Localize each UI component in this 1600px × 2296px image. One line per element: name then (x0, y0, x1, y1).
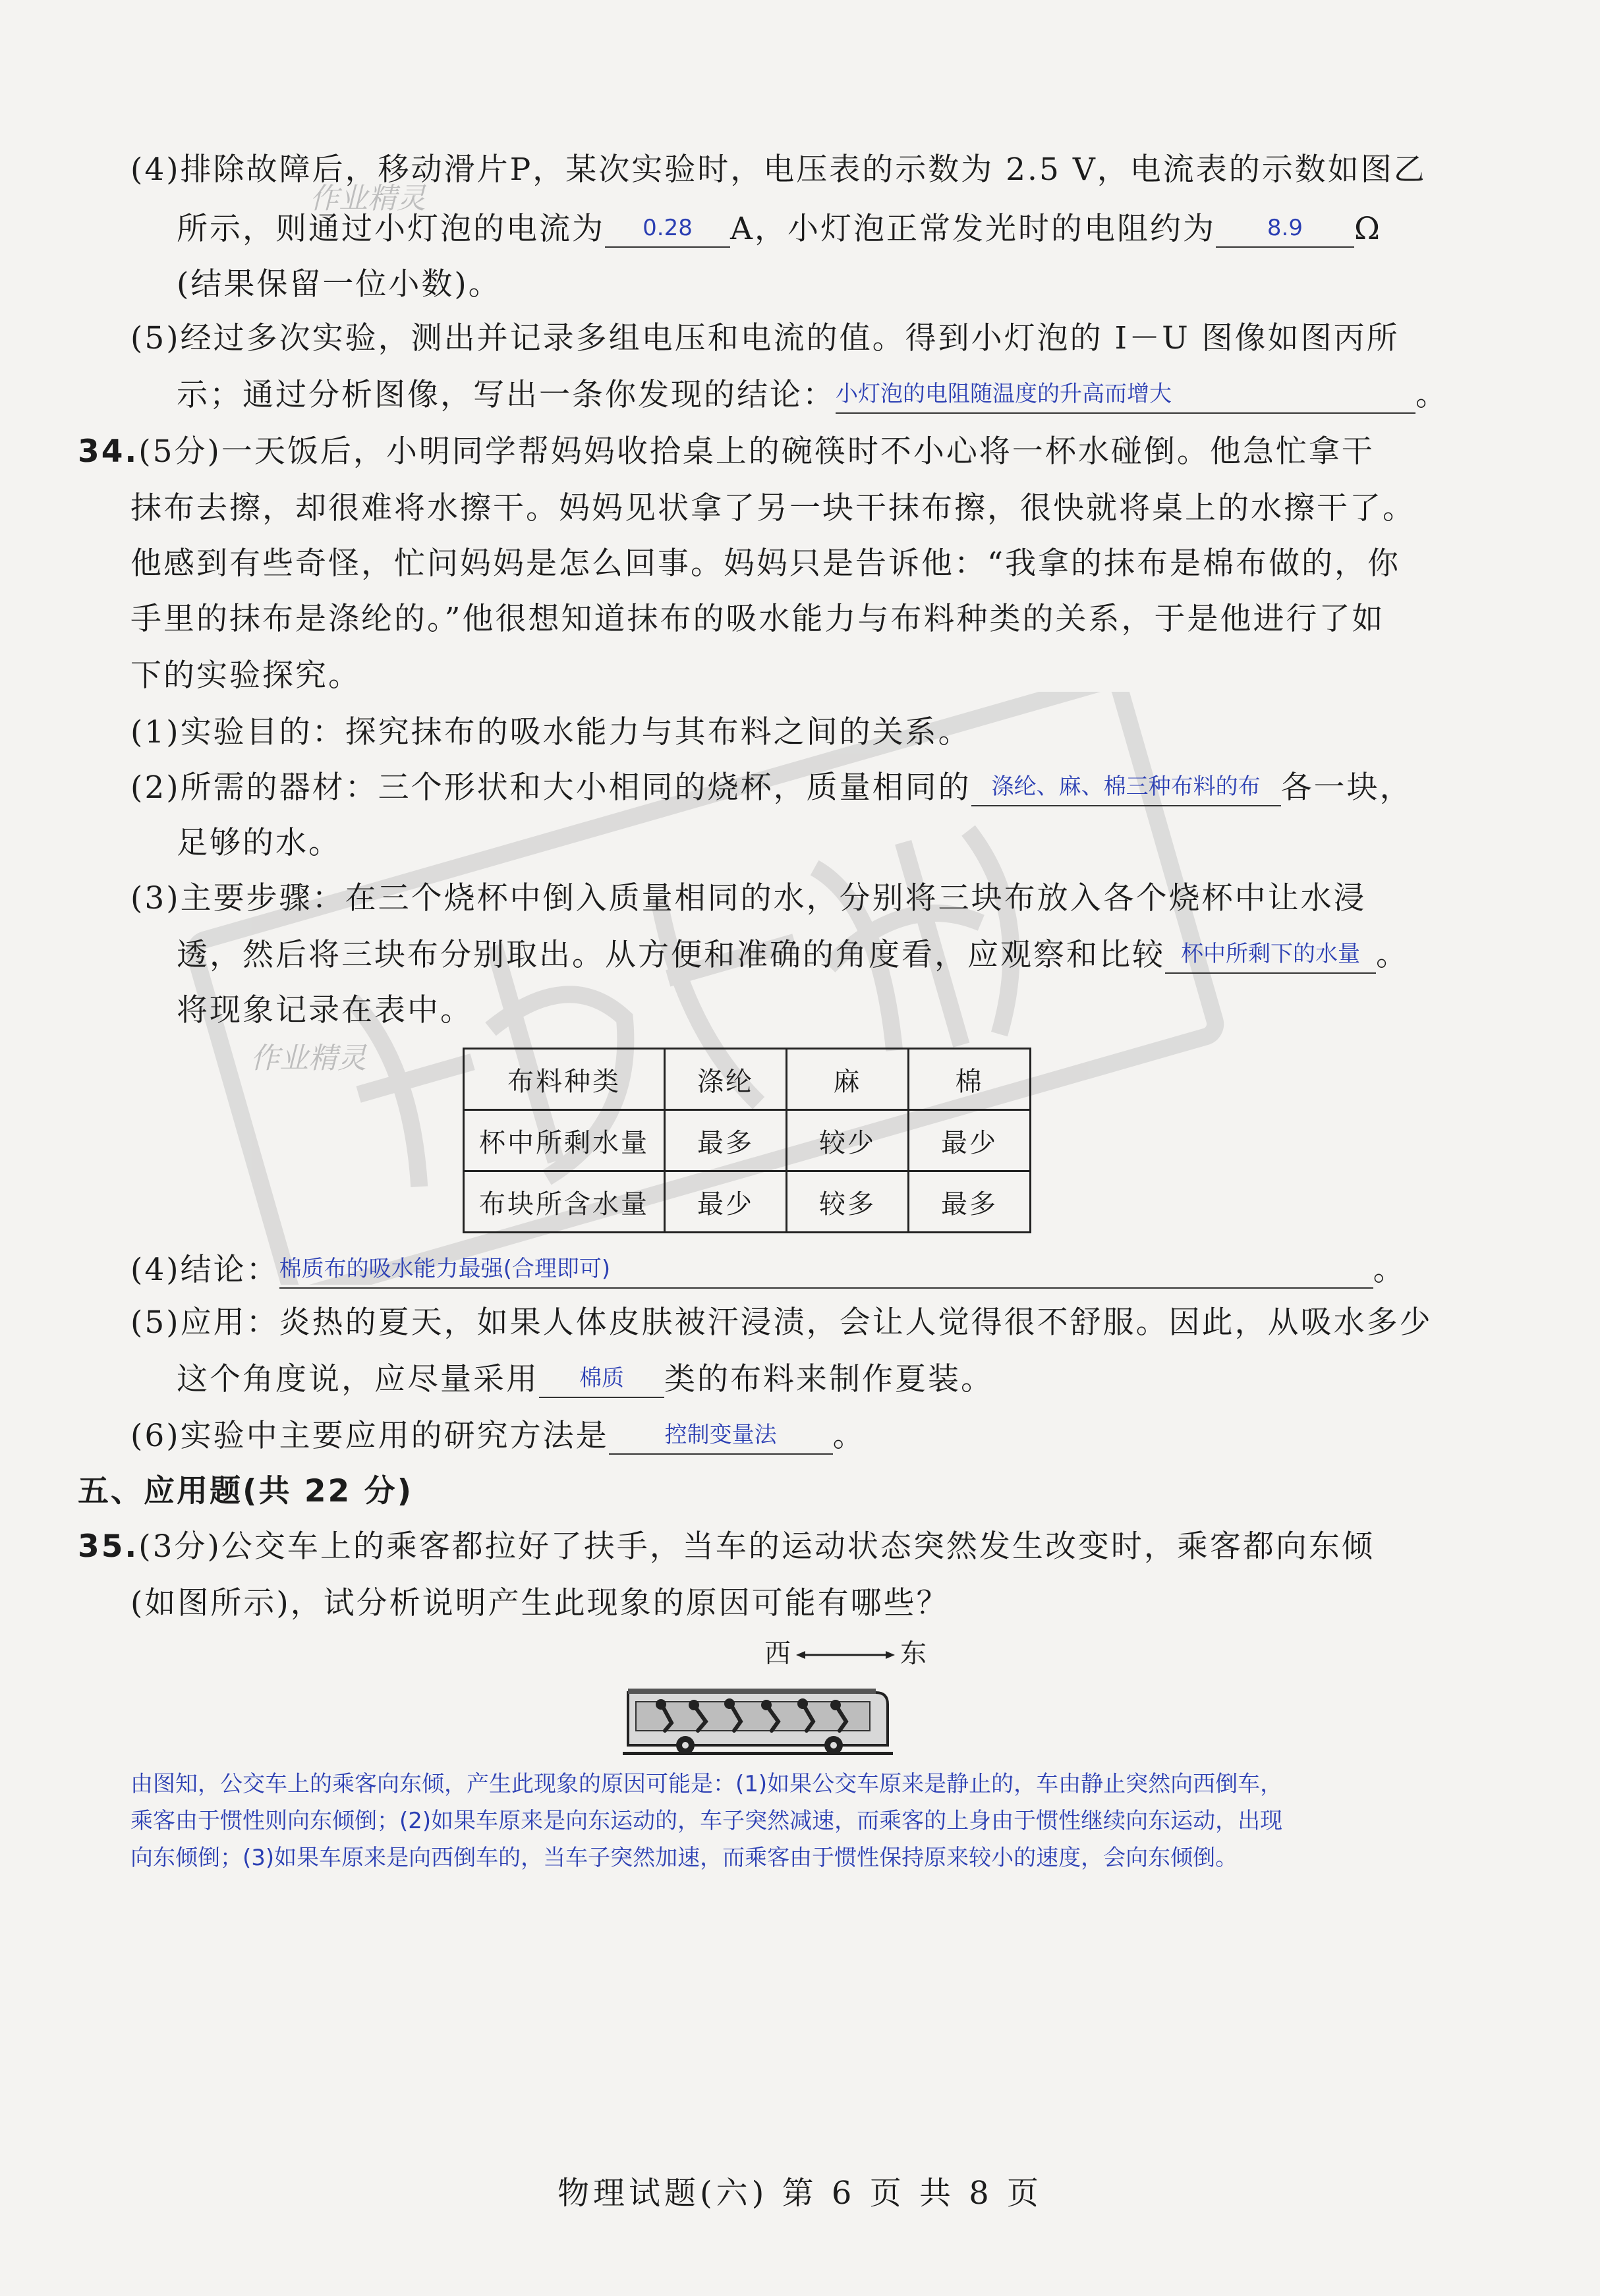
answer-blank-current: 0.28 (605, 215, 730, 248)
q34-step3-line1: (3)主要步骤：在三个烧杯中倒入质量相同的水，分别将三块布放入各个烧杯中让水浸 (130, 880, 1367, 916)
table-cell: 最多 (909, 1171, 1031, 1233)
table-cell: 较少 (787, 1110, 909, 1171)
question-number: 34. (78, 434, 139, 470)
q35-answer-line1: 由图知，公交车上的乘客向东倾，产生此现象的原因可能是：(1)如果公交车原来是静止的，车由静止突然向西倒车， (130, 1771, 1283, 1797)
q34-step3-line3: 将现象记录在表中。 (177, 992, 473, 1028)
q33-part4-line1: (4)排除故障后，移动滑片P，某次实验时，电压表的示数为 2.5 V，电流表的示数如图乙 (130, 152, 1427, 188)
results-table (463, 1048, 1031, 1233)
double-arrow-icon (796, 1650, 895, 1660)
east-label: 东 (900, 1638, 927, 1669)
table-header-row (464, 1049, 1031, 1110)
q35-answer-line2: 乘客由于惯性则向东倾倒；(2)如果车原来是向东运动的，车子突然减速，而乘客的上身由于惯性继续向东运动，出现 (130, 1808, 1283, 1834)
table-header-cell: 布料种类 (464, 1049, 665, 1110)
q33-part4-line2: 所示，则通过小灯泡的电流为 0.28 A，小灯泡正常发光时的电阻约为 8.9 Ω (177, 211, 1382, 247)
q35-line1: 35.(3分)公交车上的乘客都拉好了扶手，当车的运动状态突然发生改变时，乘客都向东倾 (78, 1528, 1375, 1565)
answer-blank-resistance: 8.9 (1216, 215, 1354, 248)
q34-step1: (1)实验目的：探究抹布的吸水能力与其布料之间的关系。 (130, 714, 971, 750)
table-cell: 较多 (787, 1171, 909, 1233)
table-cell: 杯中所剩水量 (464, 1110, 665, 1171)
q34-step4: (4)结论：棉质布的吸水能力最强(合理即可) 。 (130, 1252, 1406, 1288)
table-header-cell: 棉 (909, 1049, 1031, 1110)
table-row (464, 1171, 1031, 1233)
q34-line5: 下的实验探究。 (130, 658, 361, 694)
bus-illustration (623, 1683, 893, 1759)
section-heading: 五、应用题(共 22 分) (78, 1473, 414, 1509)
q34-step5-line2: 这个角度说，应尽量采用 棉质 类的布料来制作夏装。 (177, 1361, 994, 1397)
table-cell: 布块所含水量 (464, 1171, 665, 1233)
q35-line2: (如图所示)，试分析说明产生此现象的原因可能有哪些？ (130, 1585, 950, 1621)
table-row (464, 1110, 1031, 1171)
west-label: 西 (764, 1638, 791, 1669)
q33-part5-line1: (5)经过多次实验，测出并记录多组电压和电流的值。得到小灯泡的 I－U 图像如图丙所 (130, 320, 1400, 356)
question-number: 35. (78, 1528, 139, 1565)
answer-blank-method: 控制变量法 (609, 1422, 833, 1455)
q34-line1: 34.(5分)一天饭后，小明同学帮妈妈收拾桌上的碗筷时不小心将一杯水碰倒。他急忙拿干 (78, 434, 1375, 470)
answer-blank-conclusion: 小灯泡的电阻随温度的升高而增大 (836, 381, 1415, 414)
q34-step2-line1: (2)所需的器材：三个形状和大小相同的烧杯，质量相同的 涤纶、麻、棉三种布料的布 各一块， (130, 770, 1413, 806)
q35-answer-line3: 向东倾倒；(3)如果车原来是向西倒车的，当车子突然加速，而乘客由于惯性保持原来较小的速度，会向东倾倒。 (130, 1845, 1238, 1871)
q33-part4-line3: (结果保留一位小数)。 (177, 266, 501, 302)
answer-blank-fabric: 棉质 (539, 1365, 664, 1398)
answer-blank-observe: 杯中所剩下的水量 (1165, 941, 1376, 974)
answer-blank-conclusion-34: 棉质布的吸水能力最强(合理即可) (279, 1256, 1373, 1289)
table-header-cell: 涤纶 (665, 1049, 787, 1110)
table-header-cell: 麻 (787, 1049, 909, 1110)
direction-indicator (764, 1635, 936, 1675)
q34-step5-line1: (5)应用：炎热的夏天，如果人体皮肤被汗浸渍，会让人觉得很不舒服。因此，从吸水多少 (130, 1304, 1433, 1341)
page-footer: 物理试题(六) 第 6 页 共 8 页 (557, 2175, 1043, 2212)
q34-step6: (6)实验中主要应用的研究方法是 控制变量法 。 (130, 1418, 866, 1454)
table-cell: 最少 (665, 1171, 787, 1233)
watermark-text: 作业精灵 (310, 182, 426, 215)
q34-step3-line2: 透，然后将三块布分别取出。从方便和准确的角度看，应观察和比较 杯中所剩下的水量 。 (177, 937, 1409, 973)
q34-line2: 抹布去擦，却很难将水擦干。妈妈见状拿了另一块干抹布擦，很快就将桌上的水擦干了。 (130, 490, 1415, 526)
table-cell: 最少 (909, 1110, 1031, 1171)
watermark-text: 作业精灵 (250, 1042, 366, 1075)
q33-part5-line2: 示；通过分析图像，写出一条你发现的结论：小灯泡的电阻随温度的升高而增大 。 (177, 377, 1448, 413)
q34-step2-line2: 足够的水。 (177, 825, 341, 861)
answer-blank-materials: 涤纶、麻、棉三种布料的布 (971, 773, 1281, 806)
table-cell: 最多 (665, 1110, 787, 1171)
q34-line3: 他感到有些奇怪，忙问妈妈是怎么回事。妈妈只是告诉他：“我拿的抹布是棉布做的，你 (130, 546, 1401, 582)
q34-line4: 手里的抹布是涤纶的。”他很想知道抹布的吸水能力与布料种类的关系，于是他进行了如 (130, 601, 1385, 637)
